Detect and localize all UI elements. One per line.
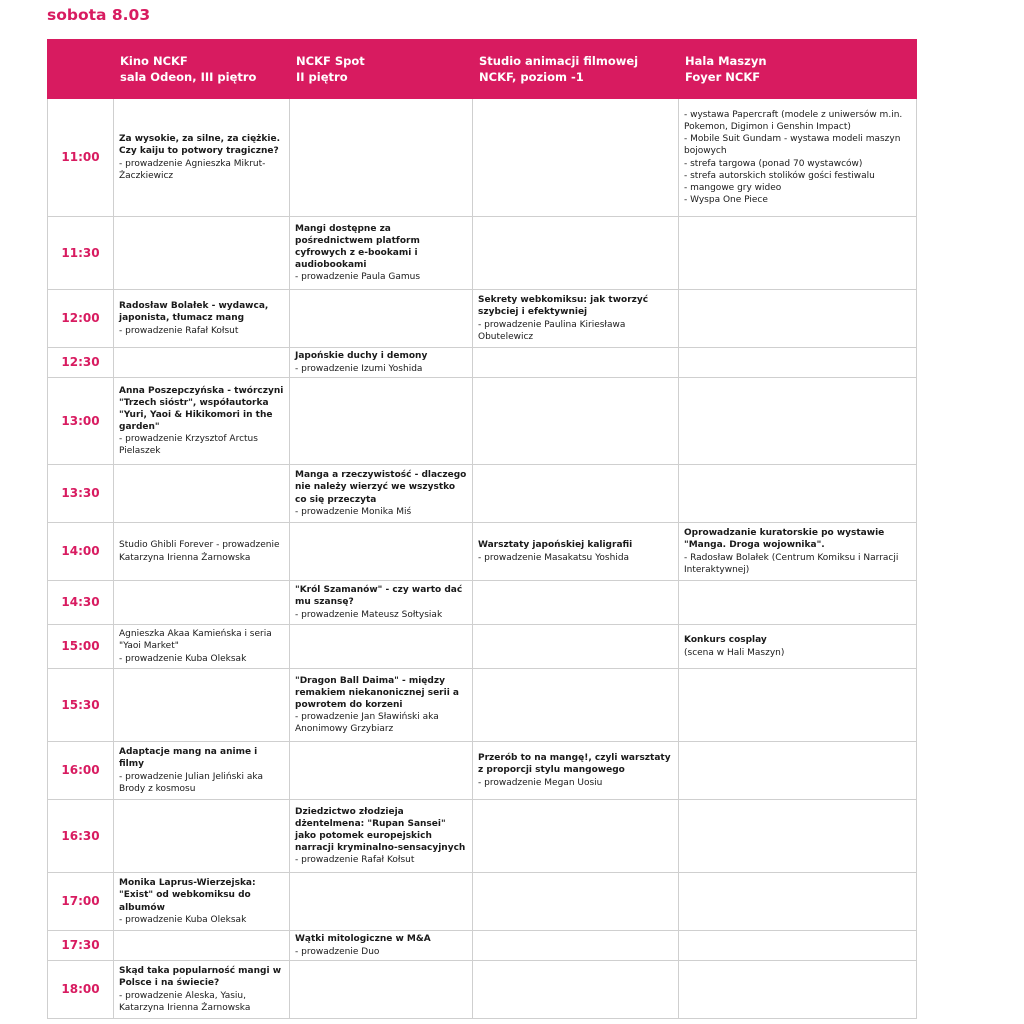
- event-cell: [290, 217, 473, 290]
- event-host: - prowadzenie Krzysztof Arctus Pielaszek: [119, 434, 258, 457]
- empty-cell: [290, 99, 473, 217]
- empty-cell: [290, 625, 473, 669]
- empty-cell: [290, 523, 473, 581]
- empty-cell: [473, 581, 679, 625]
- event-host: - prowadzenie Monika Miś: [295, 506, 412, 517]
- event-title: Sekrety webkomiksu: jak tworzyć szybciej i efektywniej: [478, 295, 649, 318]
- event-host: - prowadzenie Rafał Kołsut: [295, 855, 415, 866]
- column-header-venue: [473, 40, 679, 99]
- event-host: Agnieszka Akaa Kamieńska i seria "Yaoi Market": [119, 629, 272, 652]
- schedule-row: [48, 669, 917, 742]
- event-host: - prowadzenie Agnieszka Mikrut-Żaczkiewicz: [119, 158, 266, 181]
- schedule-row: [48, 961, 917, 1019]
- venue-name: Hala Maszyn: [685, 53, 767, 68]
- schedule-row: [48, 290, 917, 348]
- empty-cell: [679, 290, 917, 348]
- schedule-row: [48, 581, 917, 625]
- time-slot: 13:00: [48, 378, 114, 465]
- empty-cell: [679, 348, 917, 378]
- empty-cell: [679, 581, 917, 625]
- column-header-venue: [114, 40, 290, 99]
- event-host: Studio Ghibli Forever - prowadzenie Katarzyna Irienna Żarnowska: [119, 540, 280, 563]
- event-title: Skąd taka popularność mangi w Polsce i na świecie?: [119, 966, 282, 989]
- venue-location: sala Odeon, III piętro: [120, 70, 257, 84]
- empty-cell: [679, 217, 917, 290]
- empty-cell: [679, 931, 917, 961]
- schedule-row: [48, 742, 917, 800]
- event-cell: [114, 961, 290, 1019]
- time-slot: 17:30: [48, 931, 114, 961]
- event-host: - prowadzenie Masakatsu Yoshida: [478, 552, 630, 563]
- event-cell: [679, 99, 917, 217]
- event-title: "Król Szamanów" - czy warto dać mu szansę?: [295, 585, 463, 608]
- empty-cell: [473, 465, 679, 523]
- venue-location: Foyer NCKF: [685, 70, 761, 84]
- event-title: Manga a rzeczywistość - dlaczego nie należy wierzyć we wszystko co się przeczyta: [295, 470, 467, 505]
- list-item: - strefa autorskich stolików gości festiwalu: [684, 170, 875, 181]
- time-slot: 11:30: [48, 217, 114, 290]
- event-title: Przerób to na mangę!, czyli warsztaty z proporcji stylu mangowego: [478, 753, 671, 776]
- schedule-body: [48, 99, 917, 1019]
- event-host: - prowadzenie Duo: [295, 946, 380, 957]
- empty-cell: [473, 378, 679, 465]
- time-slot: 16:00: [48, 742, 114, 800]
- schedule-row: [48, 800, 917, 873]
- schedule-table: [47, 39, 917, 1019]
- event-host: - prowadzenie Izumi Yoshida: [295, 363, 423, 374]
- event-title: Warsztaty japońskiej kaligrafii: [478, 540, 633, 551]
- schedule-row: [48, 348, 917, 378]
- event-host: - prowadzenie Megan Uosiu: [478, 777, 603, 788]
- empty-cell: [473, 873, 679, 931]
- schedule-row: [48, 378, 917, 465]
- empty-cell: [679, 378, 917, 465]
- empty-cell: [290, 742, 473, 800]
- venue-location: II piętro: [296, 70, 348, 84]
- time-slot: 17:00: [48, 873, 114, 931]
- schedule-row: [48, 217, 917, 290]
- event-cell: [114, 873, 290, 931]
- empty-cell: [679, 961, 917, 1019]
- empty-cell: [473, 99, 679, 217]
- event-cell: [114, 523, 290, 581]
- event-host: - prowadzenie Paula Gamus: [295, 272, 421, 283]
- empty-cell: [473, 217, 679, 290]
- schedule-row: [48, 99, 917, 217]
- list-item: - strefa targowa (ponad 70 wystawców): [684, 158, 863, 169]
- empty-cell: [114, 931, 290, 961]
- empty-cell: [473, 961, 679, 1019]
- event-cell: [473, 290, 679, 348]
- time-slot: 14:30: [48, 581, 114, 625]
- empty-cell: [114, 465, 290, 523]
- venue-name: NCKF Spot: [296, 53, 365, 68]
- empty-cell: [114, 581, 290, 625]
- schedule-row: [48, 523, 917, 581]
- time-slot: 14:00: [48, 523, 114, 581]
- event-title: Za wysokie, za silne, za ciężkie. Czy kaiju to potwory tragiczne?: [119, 134, 281, 157]
- event-title: Monika Laprus-Wierzejska: "Exist" od webkomiksu do albumów: [119, 878, 256, 913]
- event-host: - Radosław Bolałek (Centrum Komiksu i Narracji Interaktywnej): [684, 552, 899, 575]
- time-slot: 13:30: [48, 465, 114, 523]
- event-title: Anna Poszepczyńska - twórczyni "Trzech sióstr", współautorka "Yuri, Yaoi & Hikikomori in the garden": [119, 385, 284, 432]
- empty-cell: [473, 800, 679, 873]
- schedule-row: [48, 873, 917, 931]
- venue-location: NCKF, poziom -1: [479, 70, 584, 84]
- event-cell: [290, 669, 473, 742]
- event-cell: [679, 523, 917, 581]
- empty-cell: [679, 873, 917, 931]
- list-item: - Wyspa One Piece: [684, 194, 768, 205]
- event-title: Dziedzictwo złodzieja dżentelmena: "Rupan Sansei" jako potomek europejskich narracji kryminalno-sensacyjnych: [295, 806, 466, 854]
- time-slot: 15:00: [48, 625, 114, 669]
- header-row: [48, 40, 917, 99]
- event-title: Radosław Bolałek - wydawca, japonista, tłumacz mang: [119, 301, 269, 324]
- list-item: - wystawa Papercraft (modele z uniwersów m.in. Pokemon, Digimon i Genshin Impact): [684, 109, 903, 133]
- empty-cell: [290, 378, 473, 465]
- time-slot: 15:30: [48, 669, 114, 742]
- event-title: Mangi dostępne za pośrednictwem platform cyfrowych z e-bookami i audiobookami: [295, 223, 420, 271]
- event-cell: [290, 465, 473, 523]
- event-title: Wątki mitologiczne w M&A: [295, 934, 431, 945]
- event-host: - prowadzenie Kuba Oleksak: [119, 653, 247, 664]
- event-cell: [114, 742, 290, 800]
- empty-cell: [114, 217, 290, 290]
- event-title: Konkurs cosplay: [684, 635, 767, 646]
- event-cell: [290, 800, 473, 873]
- empty-cell: [679, 465, 917, 523]
- time-slot: 12:30: [48, 348, 114, 378]
- schedule-row: [48, 931, 917, 961]
- empty-cell: [473, 348, 679, 378]
- event-title: Oprowadzanie kuratorskie po wystawie "Manga. Droga wojownika".: [684, 528, 885, 551]
- list-item: - Mobile Suit Gundam - wystawa modeli maszyn bojowych: [684, 134, 901, 157]
- venue-name: Kino NCKF: [120, 53, 188, 68]
- event-cell: [114, 625, 290, 669]
- venue-name: Studio animacji filmowej: [479, 53, 639, 68]
- empty-cell: [679, 800, 917, 873]
- event-cell: [473, 523, 679, 581]
- empty-cell: [114, 348, 290, 378]
- empty-cell: [679, 742, 917, 800]
- time-slot: 11:00: [48, 99, 114, 217]
- schedule-row: [48, 625, 917, 669]
- event-cell: [114, 99, 290, 217]
- column-header-venue: [290, 40, 473, 99]
- event-cell: [290, 348, 473, 378]
- event-cell: [290, 931, 473, 961]
- event-host: - prowadzenie Kuba Oleksak: [119, 914, 247, 925]
- event-host: - prowadzenie Julian Jeliński aka Brody z kosmosu: [119, 771, 263, 794]
- time-slot: 16:30: [48, 800, 114, 873]
- event-host: - prowadzenie Rafał Kołsut: [119, 325, 239, 336]
- empty-cell: [290, 961, 473, 1019]
- empty-cell: [290, 873, 473, 931]
- event-title: "Dragon Ball Daima" - między remakiem niekanonicznej serii a powrotem do korzeni: [295, 675, 459, 710]
- exhibit-list: [684, 109, 911, 206]
- event-host: - prowadzenie Aleska, Yasiu, Katarzyna Irienna Żarnowska: [119, 990, 251, 1013]
- schedule-row: [48, 465, 917, 523]
- event-title: Adaptacje mang na anime i filmy: [119, 747, 258, 770]
- column-header-time: [48, 40, 114, 99]
- event-cell: [114, 290, 290, 348]
- empty-cell: [473, 669, 679, 742]
- event-cell: [679, 625, 917, 669]
- event-title: Japońskie duchy i demony: [295, 351, 428, 362]
- time-slot: 18:00: [48, 961, 114, 1019]
- empty-cell: [290, 290, 473, 348]
- event-cell: [290, 581, 473, 625]
- empty-cell: [679, 669, 917, 742]
- event-cell: [114, 378, 290, 465]
- time-slot: 12:00: [48, 290, 114, 348]
- page-title: sobota 8.03: [47, 6, 151, 24]
- empty-cell: [473, 931, 679, 961]
- column-header-venue: [679, 40, 917, 99]
- event-host: (scena w Hali Maszyn): [684, 647, 785, 658]
- event-host: - prowadzenie Paulina Kiriesława Obutelewicz: [478, 319, 626, 342]
- event-host: - prowadzenie Jan Sławiński aka Anonimowy Grzybiarz: [295, 712, 439, 735]
- event-cell: [473, 742, 679, 800]
- list-item: - mangowe gry wideo: [684, 182, 782, 193]
- empty-cell: [473, 625, 679, 669]
- empty-cell: [114, 669, 290, 742]
- event-host: - prowadzenie Mateusz Sołtysiak: [295, 609, 443, 620]
- empty-cell: [114, 800, 290, 873]
